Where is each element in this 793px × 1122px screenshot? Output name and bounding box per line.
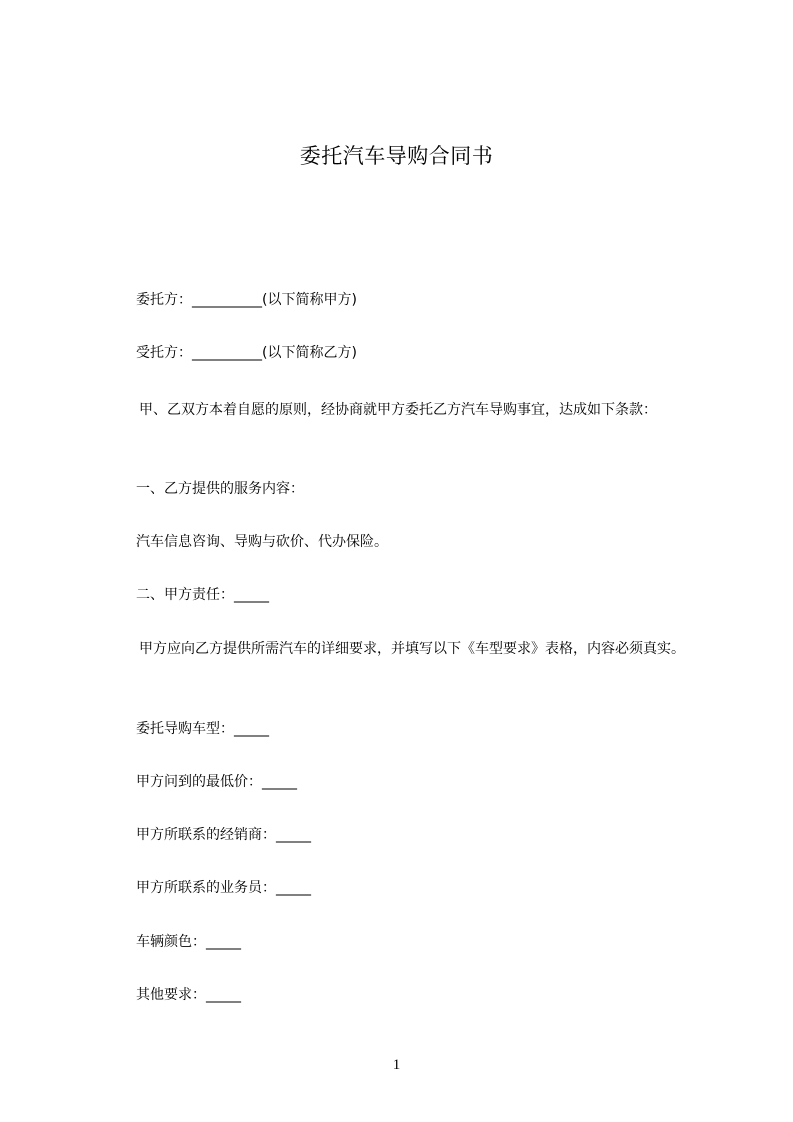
field-salesperson: 甲方所联系的业务员：_____ <box>136 880 311 896</box>
section2-heading: 二、甲方责任：_____ <box>136 587 269 603</box>
field-color: 车辆颜色：_____ <box>136 934 241 950</box>
section2-content: 甲方应向乙方提供所需汽车的详细要求，并填写以下《车型要求》表格，内容必须真实。 <box>139 641 685 657</box>
agent-line: 受托方：__________(以下简称乙方) <box>136 345 357 361</box>
field-dealer: 甲方所联系的经销商：_____ <box>136 827 311 843</box>
intro-paragraph: 甲、乙双方本着自愿的原则，经协商就甲方委托乙方汽车导购事宜，达成如下条款： <box>139 402 657 418</box>
section1-content: 汽车信息咨询、导购与砍价、代办保险。 <box>136 534 388 550</box>
page-number: 1 <box>392 1057 401 1073</box>
section1-heading: 一、乙方提供的服务内容： <box>136 481 304 497</box>
field-other: 其他要求：_____ <box>136 987 241 1003</box>
field-model: 委托导购车型：_____ <box>136 721 269 737</box>
document-title: 委托汽车导购合同书 <box>299 144 494 168</box>
field-lowest-price: 甲方问到的最低价：_____ <box>136 774 297 790</box>
client-line: 委托方：__________(以下简称甲方) <box>136 292 357 308</box>
